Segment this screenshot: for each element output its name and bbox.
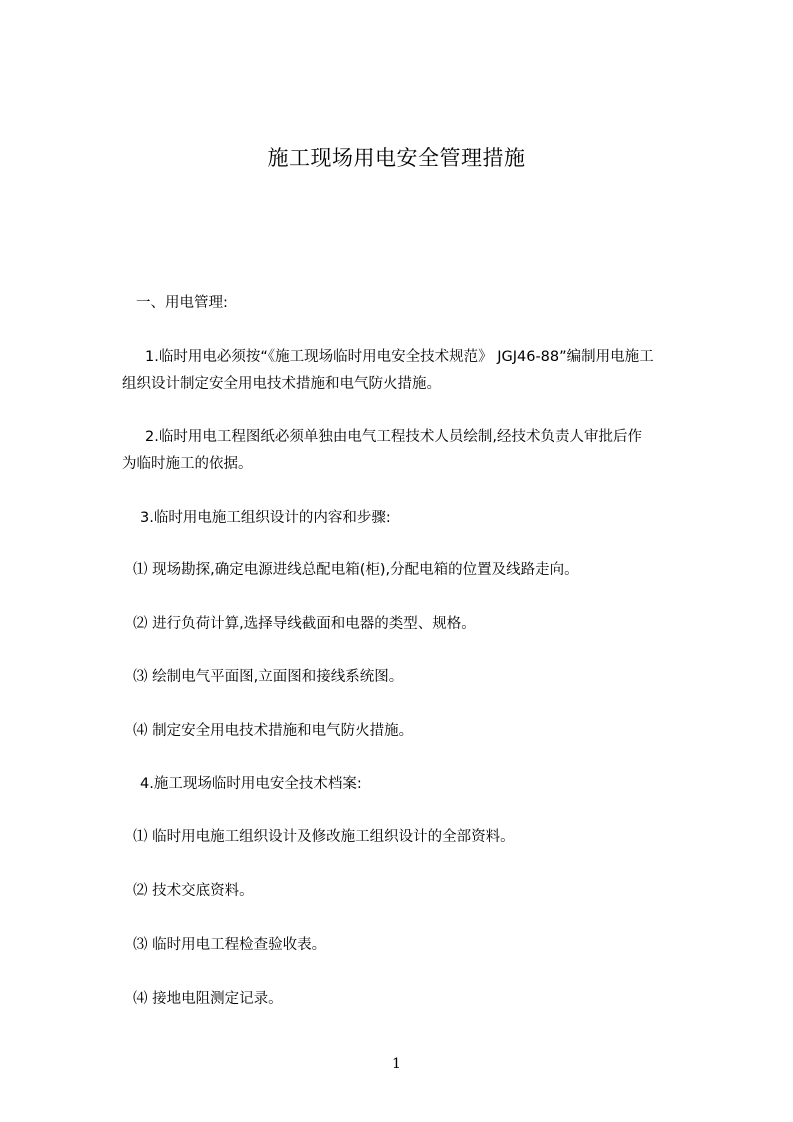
archive-item: ⑴ 临时用电施工组织设计及修改施工组织设计的全部资料。	[133, 829, 515, 845]
step-item: ⑵ 进行负荷计算,选择导线截面和电器的类型、规格。	[133, 616, 476, 632]
archive-item: ⑷ 接地电阻测定记录。	[133, 991, 283, 1007]
step-item: ⑷ 制定安全用电技术措施和电气防火措施。	[133, 723, 414, 739]
archive-item: ⑶ 临时用电工程检查验收表。	[133, 937, 327, 953]
document-title: 施工现场用电安全管理措施	[267, 146, 526, 170]
paragraph-1-line-1: 1.临时用电必须按“《施工现场临时用电安全技术规范》 JGJ46-88”编制用电施工	[145, 349, 654, 365]
step-item: ⑶ 绘制电气平面图,立面图和接线系统图。	[133, 669, 404, 685]
step-item: ⑴ 现场勘探,确定电源进线总配电箱(柜),分配电箱的位置及线路走向。	[133, 562, 579, 578]
paragraph-1-line-2: 组织设计制定安全用电技术措施和电气防火措施。	[122, 376, 441, 392]
page-number: 1	[392, 1056, 401, 1072]
paragraph-2-line-2: 为临时施工的依据。	[122, 456, 253, 472]
paragraph-2-line-1: 2.临时用电工程图纸必须单独由电气工程技术人员绘制,经技术负责人审批后作	[145, 429, 642, 445]
paragraph-3: 3.临时用电施工组织设计的内容和步骤:	[140, 510, 391, 526]
paragraph-4: 4.施工现场临时用电安全技术档案:	[140, 776, 362, 792]
archive-item: ⑵ 技术交底资料。	[133, 883, 254, 899]
section-heading: 一、用电管理:	[136, 295, 228, 311]
